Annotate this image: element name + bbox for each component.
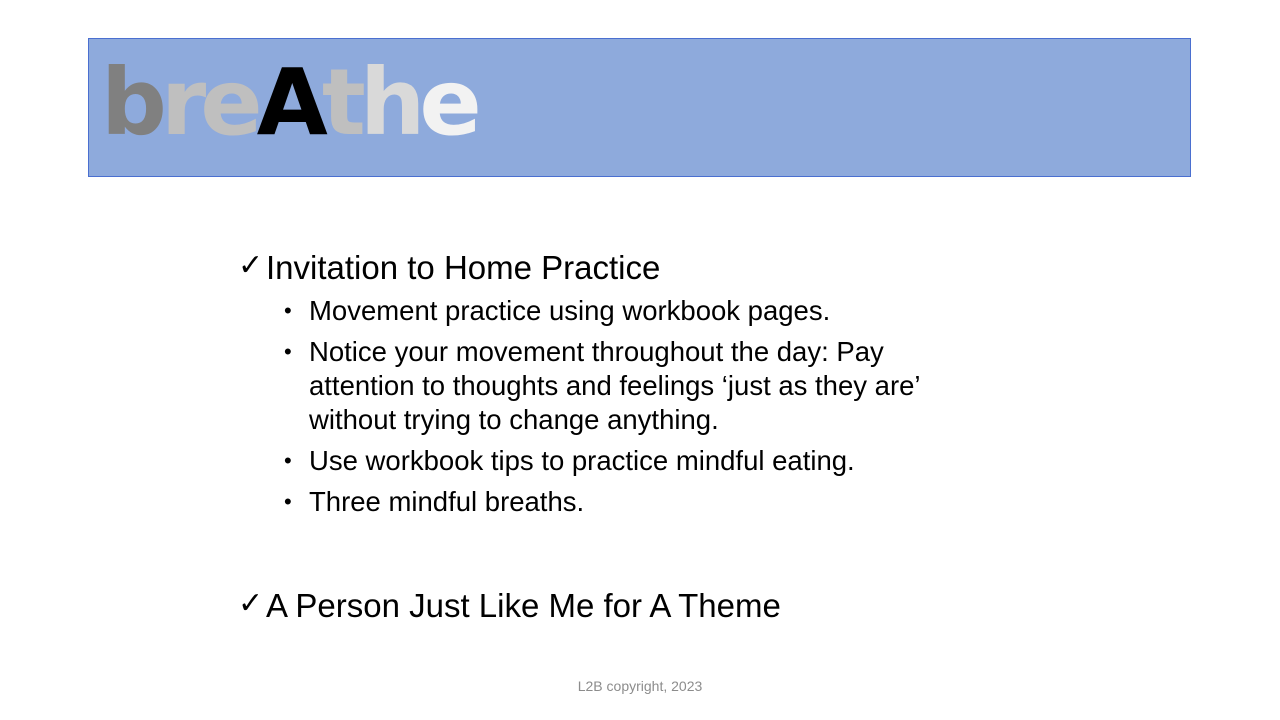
bullet-text: Three mindful breaths.	[309, 486, 585, 517]
bullet-icon: •	[284, 489, 292, 514]
bullet-list	[238, 294, 1038, 519]
bullet-icon: •	[284, 448, 292, 473]
spacer	[238, 526, 1038, 586]
title-letter: r	[160, 49, 201, 156]
title-letter: e	[419, 49, 476, 156]
checkmark-icon: ✓	[238, 248, 264, 283]
title-letter: A	[256, 49, 322, 156]
bullet-item	[238, 485, 989, 519]
bullet-item	[238, 444, 989, 478]
checklist-item-label: A Person Just Like Me for A Theme	[266, 587, 781, 624]
title-letter: b	[101, 49, 161, 156]
bullet-icon: •	[284, 298, 292, 323]
checklist-item-home-practice	[238, 248, 1038, 288]
bullet-text: Notice your movement throughout the day: Pay attention to thoughts and feelings ‘just as they are’ without trying to change anything.	[309, 336, 920, 435]
bullet-text: Movement practice using workbook pages.	[309, 295, 831, 326]
slide-title	[101, 49, 476, 156]
bullet-icon: •	[284, 339, 292, 364]
title-letter: t	[321, 49, 360, 156]
bullet-item	[238, 294, 989, 328]
checklist-item-person-like-me	[238, 586, 1038, 626]
title-banner	[88, 38, 1191, 177]
checklist-item-label: Invitation to Home Practice	[266, 249, 661, 286]
title-letter: e	[200, 49, 257, 156]
bullet-text: Use workbook tips to practice mindful eating.	[309, 445, 855, 476]
title-letter: h	[359, 49, 420, 156]
slide-content	[238, 248, 1038, 626]
bullet-item	[238, 335, 989, 437]
footer-copyright: L2B copyright, 2023	[577, 678, 703, 694]
checkmark-icon: ✓	[238, 586, 264, 621]
